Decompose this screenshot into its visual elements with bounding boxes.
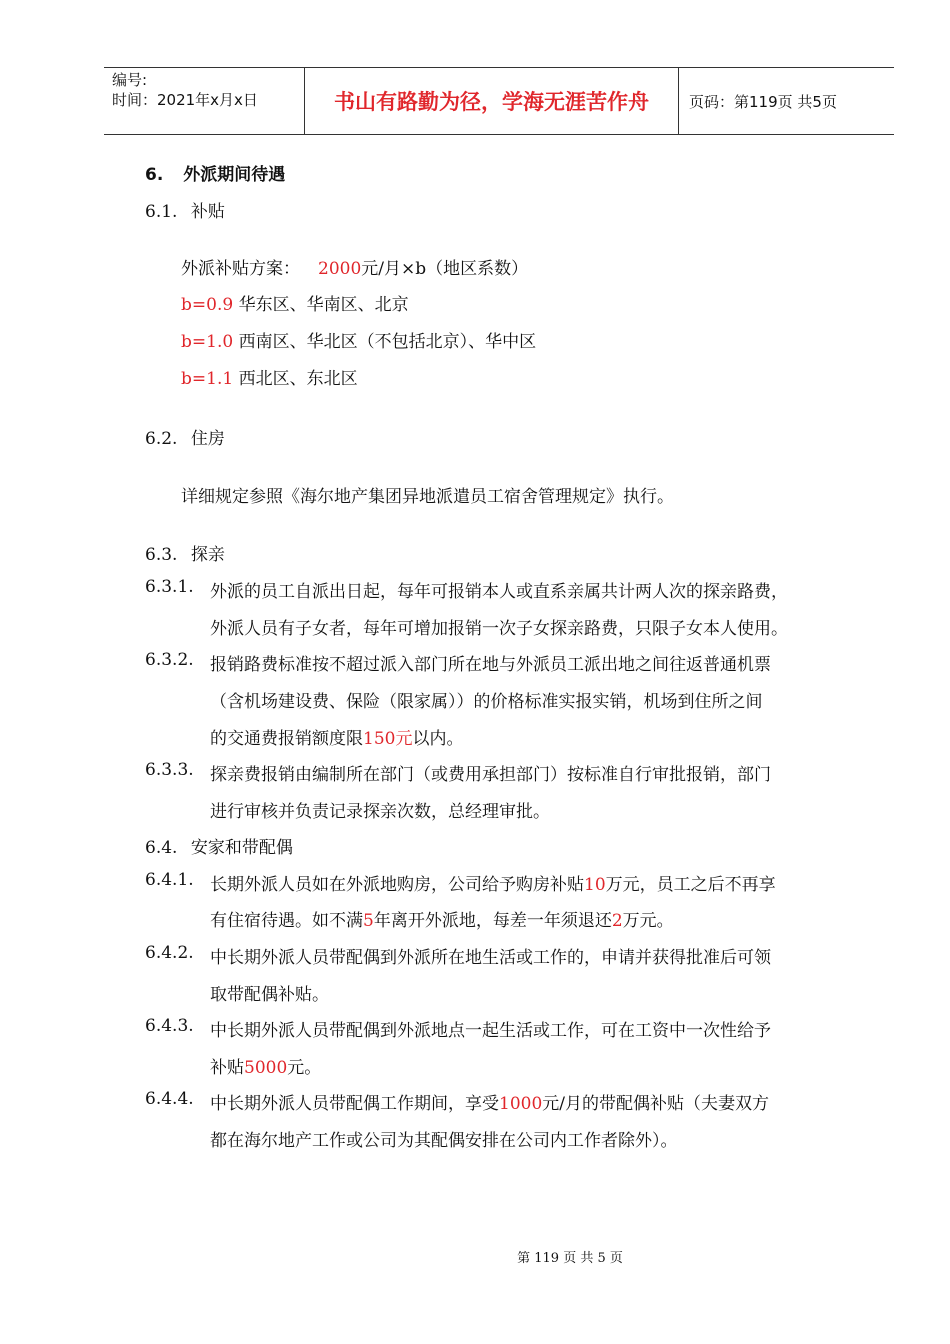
text-segment: 元/月的带配偶补贴（夫妻双方 (542, 1094, 769, 1114)
clause-text (210, 870, 776, 895)
clause-number: 6.3.2. (145, 650, 194, 670)
section-number: 6.4. (145, 838, 178, 858)
section-title: 外派期间待遇 (183, 165, 286, 185)
clause-text: 中长期外派人员带配偶到外派所在地生活或工作的，申请并获得批准后可领 (210, 948, 771, 968)
section-number: 6.2. (145, 429, 178, 449)
text-segment: 补贴 (210, 1058, 244, 1078)
subsidy-unit: 元/月×b（地区系数） (361, 259, 529, 279)
text-segment: 的交通费报销额度限 (210, 729, 363, 749)
clause-number: 6.3.3. (145, 760, 194, 780)
region-list: 西南区、华北区（不包括北京）、华中区 (233, 332, 537, 352)
clause-text: （含机场建设费、保险（限家属））的价格标准实报实销，机场到住所之间 (210, 692, 763, 712)
text-segment: 以内。 (412, 729, 464, 749)
section-title: 安家和带配偶 (190, 838, 293, 858)
region-coefficient-09 (181, 290, 409, 315)
clause-number: 6.4.4. (145, 1089, 194, 1109)
section-title: 住房 (190, 429, 225, 449)
clause-text (210, 1089, 769, 1114)
text-segment: 中长期外派人员带配偶工作期间，享受 (210, 1094, 499, 1114)
coefficient-value: b=0.9 (181, 295, 234, 315)
header-meta (104, 68, 305, 134)
header-page-code: 页码：第119页 共5页 (689, 92, 837, 111)
clause-text: 取带配偶补贴。 (210, 985, 329, 1005)
section-number: 6.1. (145, 202, 178, 222)
page-footer: 第 119 页 共 5 页 (517, 1251, 623, 1266)
amount-highlight: 5 (363, 911, 374, 931)
clause-text: 中长期外派人员带配偶到外派地点一起生活或工作，可在工资中一次性给予 (210, 1021, 771, 1041)
section-6-heading (145, 160, 285, 185)
text-segment: 万元。 (622, 911, 674, 931)
text-segment: 万元，员工之后不再享 (605, 875, 776, 895)
region-coefficient-10 (181, 327, 536, 352)
date-label: 时间：2021年x月x日 (112, 91, 258, 109)
clause-text (210, 906, 674, 931)
clause-text (210, 724, 463, 749)
text-segment: 有住宿待遇。如不满 (210, 911, 363, 931)
section-6-3-heading (145, 540, 225, 565)
clause-text: 进行审核并负责记录探亲次数，总经理审批。 (210, 802, 550, 822)
coefficient-value: b=1.1 (181, 369, 234, 389)
amount-highlight: 5000 (244, 1058, 288, 1078)
clause-number: 6.3.1. (145, 577, 194, 597)
region-list: 西北区、东北区 (233, 369, 358, 389)
text-segment: 长期外派人员如在外派地购房，公司给予购房补贴 (210, 875, 584, 895)
clause-number: 6.4.1. (145, 870, 194, 890)
amount-highlight: 150元 (363, 729, 413, 749)
section-6-2-heading (145, 424, 225, 449)
clause-text: 外派人员有子女者，每年可增加报销一次子女探亲路费，只限子女本人使用。 (210, 619, 788, 639)
amount-highlight: 1000 (499, 1094, 543, 1114)
clause-text: 探亲费报销由编制所在部门（或费用承担部门）按标准自行审批报销，部门 (210, 765, 771, 785)
clause-number: 6.4.3. (145, 1016, 194, 1036)
section-6-1-heading (145, 197, 225, 222)
section-number: 6. (145, 165, 164, 185)
subsidy-formula (181, 254, 528, 279)
clause-text (210, 1053, 321, 1078)
region-coefficient-11 (181, 364, 358, 389)
housing-text: 详细规定参照《海尔地产集团异地派遣员工宿舍管理规定》执行。 (181, 487, 674, 507)
section-number: 6.3. (145, 545, 178, 565)
subsidy-label: 外派补贴方案： (181, 259, 300, 279)
clause-text: 都在海尔地产工作或公司为其配偶安排在公司内工作者除外）。 (210, 1131, 678, 1151)
region-list: 华东区、华南区、北京 (233, 295, 409, 315)
clause-number: 6.4.2. (145, 943, 194, 963)
amount-highlight: 10 (584, 875, 606, 895)
section-6-4-heading (145, 833, 293, 858)
text-segment: 元。 (287, 1058, 322, 1078)
clause-text: 报销路费标准按不超过派入部门所在地与外派员工派出地之间往返普通机票 (210, 655, 771, 675)
clause-text: 外派的员工自派出日起，每年可报销本人或直系亲属共计两人次的探亲路费， (210, 582, 788, 602)
header-motto: 书山有路勤为径，学海无涯苦作舟 (305, 68, 679, 134)
subsidy-amount: 2000 (318, 259, 362, 279)
page-header (104, 67, 894, 135)
section-title: 探亲 (190, 545, 225, 565)
coefficient-value: b=1.0 (181, 332, 234, 352)
serial-number-label: 编号: (112, 71, 148, 89)
text-segment: 年离开外派地，每差一年须退还 (373, 911, 612, 931)
section-title: 补贴 (190, 202, 225, 222)
amount-highlight: 2 (611, 911, 623, 931)
